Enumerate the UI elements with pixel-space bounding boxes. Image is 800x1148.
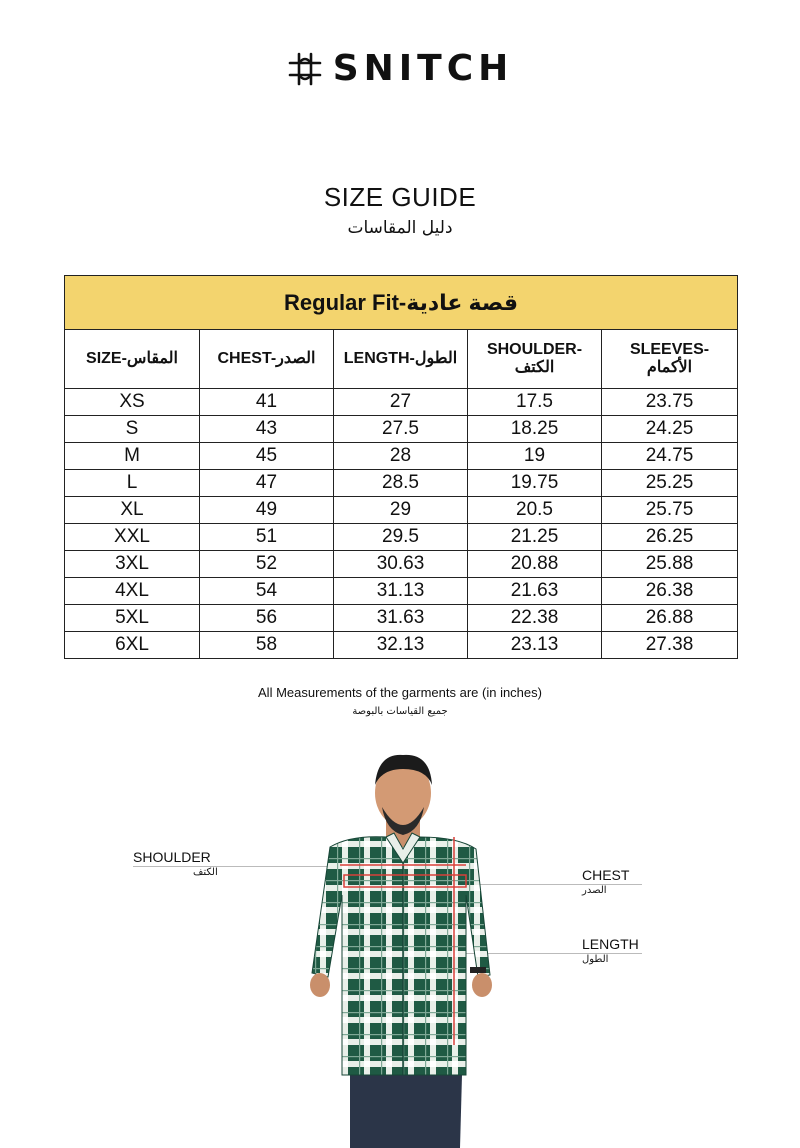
callout-chest: CHEST الصدر xyxy=(582,867,630,896)
hash-knot-icon xyxy=(287,51,323,87)
table-cell: 24.25 xyxy=(602,416,738,443)
table-cell: 3XL xyxy=(65,551,200,578)
table-cell: 24.75 xyxy=(602,443,738,470)
table-cell: 51 xyxy=(200,524,334,551)
table-row xyxy=(65,389,738,416)
table-cell: 27 xyxy=(334,389,468,416)
table-cell: XXL xyxy=(65,524,200,551)
table-cell: 20.5 xyxy=(468,497,602,524)
table-cell: 47 xyxy=(200,470,334,497)
table-cell: 26.88 xyxy=(602,605,738,632)
measurement-note: All Measurements of the garments are (in inches) xyxy=(258,685,542,700)
table-cell: 23.13 xyxy=(468,632,602,659)
table-cell: XL xyxy=(65,497,200,524)
table-cell: 28.5 xyxy=(334,470,468,497)
column-header: CHEST-الصدر xyxy=(200,330,334,389)
table-cell: 27.5 xyxy=(334,416,468,443)
table-cell: 29 xyxy=(334,497,468,524)
table-cell: 6XL xyxy=(65,632,200,659)
table-header-row xyxy=(65,330,738,389)
table-cell: 52 xyxy=(200,551,334,578)
table-cell: M xyxy=(65,443,200,470)
table-cell: 5XL xyxy=(65,605,200,632)
table-row xyxy=(65,497,738,524)
table-cell: 45 xyxy=(200,443,334,470)
measurement-note-arabic: جميع القياسات بالبوصة xyxy=(352,706,448,717)
table-cell: 19 xyxy=(468,443,602,470)
brand-name: SNITCH xyxy=(332,48,514,89)
table-cell: 41 xyxy=(200,389,334,416)
page-title: SIZE GUIDE xyxy=(323,182,477,212)
callout-shoulder: SHOULDER الكتف xyxy=(133,849,218,878)
table-cell: 23.75 xyxy=(602,389,738,416)
brand-logo xyxy=(0,48,800,89)
column-header: SLEEVES- الأكمام xyxy=(602,330,738,389)
table-row xyxy=(65,578,738,605)
table-cell: 25.88 xyxy=(602,551,738,578)
callout-length: LENGTH الطول xyxy=(582,936,639,965)
column-header: SHOULDER- الكتف xyxy=(468,330,602,389)
table-cell: 27.38 xyxy=(602,632,738,659)
table-cell: 58 xyxy=(200,632,334,659)
column-header: SIZE-المقاس xyxy=(65,330,200,389)
model-figure xyxy=(290,745,510,1148)
table-cell: 30.63 xyxy=(334,551,468,578)
table-cell: 26.38 xyxy=(602,578,738,605)
table-row xyxy=(65,470,738,497)
table-cell: 31.63 xyxy=(334,605,468,632)
size-table xyxy=(64,275,738,659)
table-cell: S xyxy=(65,416,200,443)
table-cell: 31.13 xyxy=(334,578,468,605)
table-cell: 25.25 xyxy=(602,470,738,497)
table-cell: 17.5 xyxy=(468,389,602,416)
table-cell: 56 xyxy=(200,605,334,632)
table-cell: 20.88 xyxy=(468,551,602,578)
table-cell: L xyxy=(65,470,200,497)
page-title-arabic: دليل المقاسات xyxy=(347,218,453,238)
table-row xyxy=(65,443,738,470)
table-cell: 25.75 xyxy=(602,497,738,524)
table-cell: 21.25 xyxy=(468,524,602,551)
table-cell: 49 xyxy=(200,497,334,524)
table-cell: 54 xyxy=(200,578,334,605)
table-cell: 4XL xyxy=(65,578,200,605)
table-cell: 26.25 xyxy=(602,524,738,551)
table-cell: 28 xyxy=(334,443,468,470)
fit-label: Regular Fit-قصة عادية xyxy=(65,276,738,330)
table-cell: 19.75 xyxy=(468,470,602,497)
column-header: LENGTH-الطول xyxy=(334,330,468,389)
table-row xyxy=(65,551,738,578)
table-cell: 32.13 xyxy=(334,632,468,659)
table-cell: 21.63 xyxy=(468,578,602,605)
table-row xyxy=(65,632,738,659)
table-row xyxy=(65,605,738,632)
table-cell: 29.5 xyxy=(334,524,468,551)
table-cell: XS xyxy=(65,389,200,416)
table-cell: 18.25 xyxy=(468,416,602,443)
table-cell: 22.38 xyxy=(468,605,602,632)
table-row xyxy=(65,416,738,443)
table-cell: 43 xyxy=(200,416,334,443)
table-row xyxy=(65,524,738,551)
